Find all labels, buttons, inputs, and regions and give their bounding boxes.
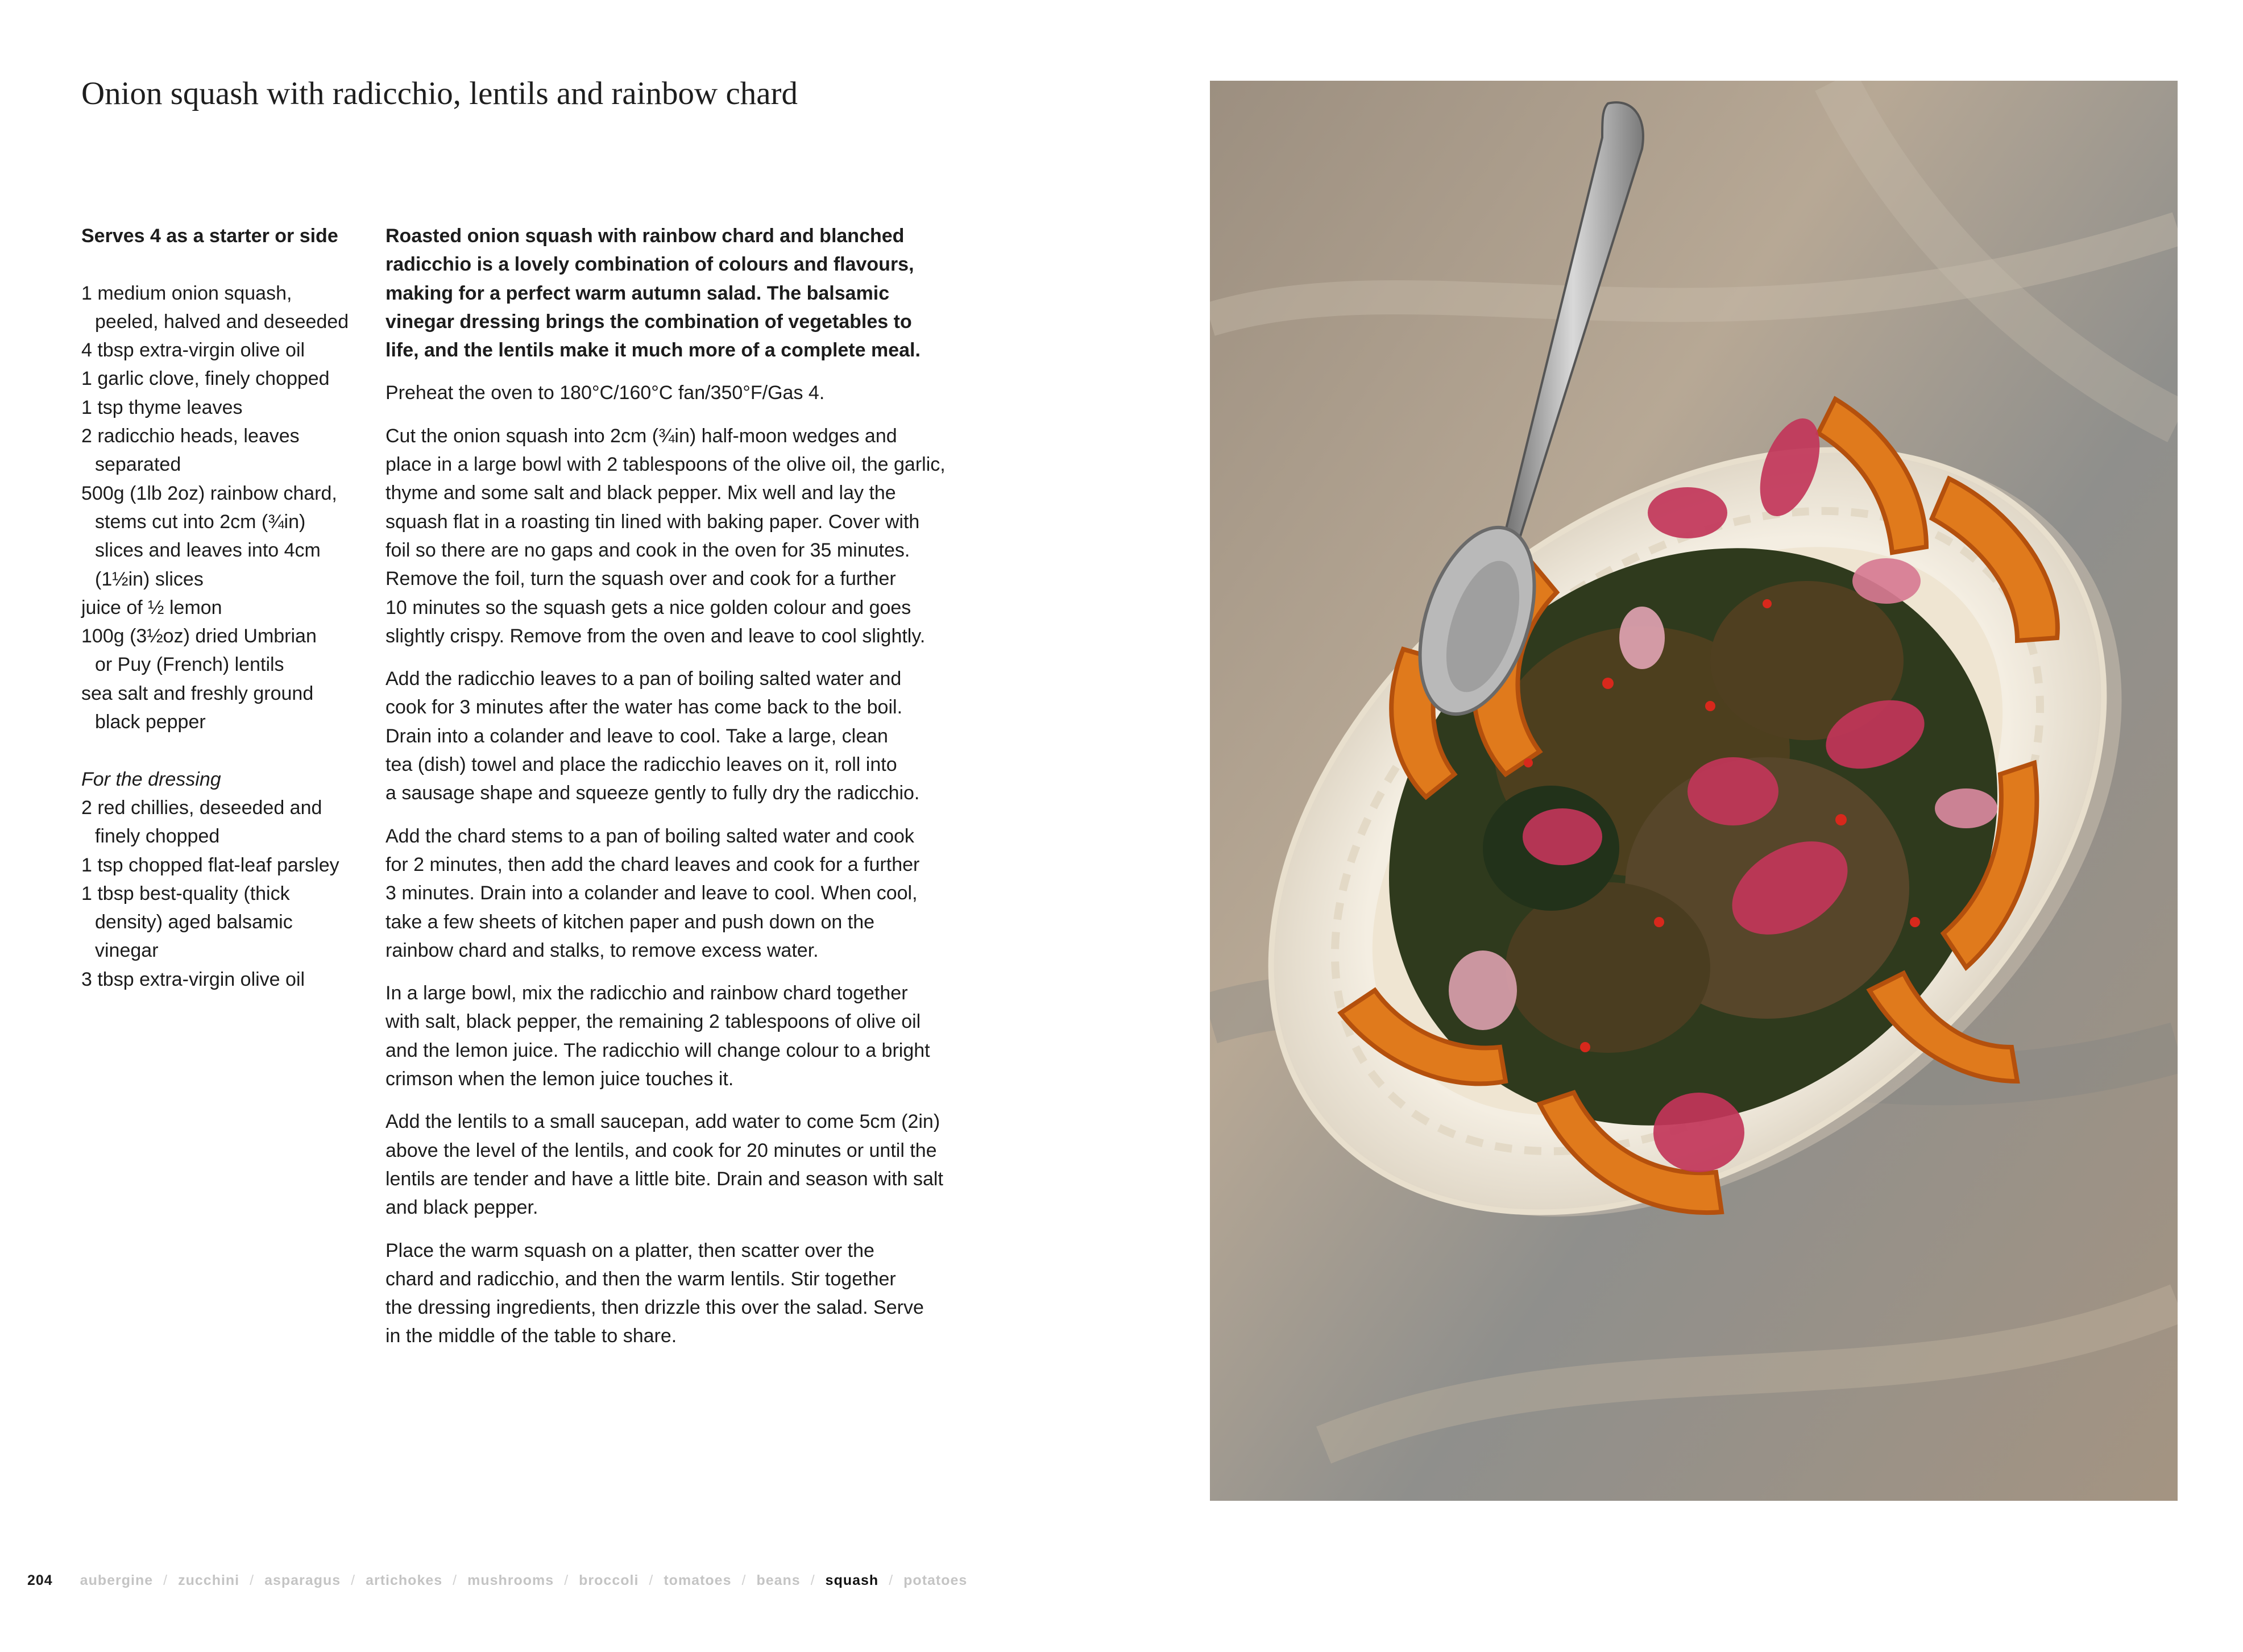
ingredient-line: juice of ½ lemon <box>81 596 222 619</box>
method-line: above the level of the lentils, and cook for 20 minutes or until the <box>385 1139 937 1161</box>
ingredient-line: 1 medium onion squash, <box>81 282 292 304</box>
dressing-heading: For the dressing <box>81 768 221 790</box>
dish-photo <box>1210 81 2178 1501</box>
dressing-ingredient-line: 2 red chillies, deseeded and <box>81 796 322 819</box>
method-line: Place the warm squash on a platter, then scatter over the <box>385 1239 874 1261</box>
dressing-list <box>81 794 366 994</box>
dressing-ingredient-line: 3 tbsp extra-virgin olive oil <box>81 968 305 990</box>
ingredient-line: 2 radicchio heads, leaves <box>81 425 300 447</box>
nav-section-potatoes[interactable]: potatoes <box>903 1572 968 1588</box>
ingredient-list <box>81 279 366 737</box>
ingredient-line: or Puy (French) lentils <box>95 654 284 676</box>
ingredient-line: peeled, halved and deseeded <box>95 310 349 333</box>
method-steps <box>385 379 977 1350</box>
page-number: 204 <box>27 1572 53 1588</box>
ingredient-line: stems cut into 2cm (¾in) <box>95 510 306 533</box>
nav-section-artichokes[interactable]: artichokes <box>366 1572 443 1588</box>
nav-separator: / <box>250 1572 255 1588</box>
method-line: take a few sheets of kitchen paper and push down on the <box>385 911 875 933</box>
nav-section-squash[interactable]: squash <box>825 1572 879 1588</box>
nav-section-broccoli[interactable]: broccoli <box>579 1572 639 1588</box>
nav-section-zucchini[interactable]: zucchini <box>178 1572 240 1588</box>
method-step <box>385 379 977 407</box>
intro-line: life, and the lentils make it much more of a complete meal. <box>385 339 921 362</box>
method-step <box>385 1107 977 1222</box>
method-line: tea (dish) towel and place the radicchio leaves on it, roll into <box>385 754 897 776</box>
method-line: rainbow chard and stalks, to remove excess water. <box>385 939 819 961</box>
method-line: a sausage shape and squeeze gently to fully dry the radicchio. <box>385 782 920 804</box>
serves-heading: Serves 4 as a starter or side <box>81 225 338 247</box>
page-footer <box>27 1572 967 1589</box>
nav-section-mushrooms[interactable]: mushrooms <box>467 1572 554 1588</box>
ingredient-line: separated <box>95 454 181 476</box>
dressing-ingredient-line: vinegar <box>95 940 159 962</box>
nav-separator: / <box>889 1572 894 1588</box>
method-line: chard and radicchio, and then the warm lentils. Stir together <box>385 1268 896 1290</box>
intro-line: radicchio is a lovely combination of colours and flavours, <box>385 254 914 276</box>
method-step <box>385 822 977 965</box>
intro-line: Roasted onion squash with rainbow chard and blanched <box>385 225 905 247</box>
method-line: 3 minutes. Drain into a colander and leave to cool. When cool, <box>385 882 918 904</box>
nav-section-aubergine[interactable]: aubergine <box>80 1572 154 1588</box>
method-line: with salt, black pepper, the remaining 2 tablespoons of olive oil <box>385 1011 921 1033</box>
ingredient-line: 100g (3½oz) dried Umbrian <box>81 625 317 647</box>
method-line: In a large bowl, mix the radicchio and rainbow chard together <box>385 982 908 1005</box>
nav-separator: / <box>649 1572 654 1588</box>
method-line: for 2 minutes, then add the chard leaves and cook for a further <box>385 853 920 875</box>
method-line: foil so there are no gaps and cook in the oven for 35 minutes. <box>385 539 910 561</box>
method-step <box>385 979 977 1093</box>
method-line: and the lemon juice. The radicchio will change colour to a bright <box>385 1039 930 1061</box>
intro-line: vinegar dressing brings the combination of vegetables to <box>385 310 912 333</box>
method-step <box>385 665 977 807</box>
ingredient-line: 1 tsp thyme leaves <box>81 396 243 418</box>
ingredients-column <box>81 222 366 994</box>
method-line: Preheat the oven to 180°C/160°C fan/350°F/Gas 4. <box>385 382 825 404</box>
method-line: the dressing ingredients, then drizzle this over the salad. Serve <box>385 1297 924 1319</box>
method-line: and black pepper. <box>385 1197 538 1219</box>
nav-section-beans[interactable]: beans <box>756 1572 801 1588</box>
method-line: Drain into a colander and leave to cool. Take a large, clean <box>385 725 888 747</box>
method-line: Cut the onion squash into 2cm (¾in) half-moon wedges and <box>385 425 897 447</box>
method-step <box>385 422 977 650</box>
intro-paragraph <box>385 222 977 364</box>
ingredient-line: (1½in) slices <box>95 568 204 590</box>
ingredient-line: sea salt and freshly ground <box>81 682 314 704</box>
dressing-ingredient-line: density) aged balsamic <box>95 911 293 933</box>
method-line: Add the chard stems to a pan of boiling salted water and cook <box>385 825 914 847</box>
method-line: in the middle of the table to share. <box>385 1325 677 1347</box>
nav-separator: / <box>564 1572 569 1588</box>
method-column <box>385 222 977 1365</box>
method-line: slightly crispy. Remove from the oven and leave to cool slightly. <box>385 625 926 647</box>
dressing-ingredient-line: 1 tsp chopped flat-leaf parsley <box>81 854 339 876</box>
method-line: Add the lentils to a small saucepan, add water to come 5cm (2in) <box>385 1111 940 1133</box>
method-line: Remove the foil, turn the squash over and cook for a further <box>385 568 896 590</box>
dressing-ingredient-line: 1 tbsp best-quality (thick <box>81 882 290 904</box>
method-line: cook for 3 minutes after the water has come back to the boil. <box>385 696 903 719</box>
ingredient-line: 500g (1lb 2oz) rainbow chard, <box>81 482 337 504</box>
intro-line: making for a perfect warm autumn salad. The balsamic <box>385 282 890 304</box>
dressing-ingredient-line: finely chopped <box>95 825 220 848</box>
ingredient-line: black pepper <box>95 711 206 733</box>
ingredient-line: slices and leaves into 4cm <box>95 539 321 562</box>
method-line: Add the radicchio leaves to a pan of boiling salted water and <box>385 668 902 690</box>
method-line: thyme and some salt and black pepper. Mix well and lay the <box>385 482 896 504</box>
method-line: lentils are tender and have a little bite. Drain and season with salt <box>385 1168 943 1190</box>
nav-separator: / <box>163 1572 168 1588</box>
method-line: 10 minutes so the squash gets a nice golden colour and goes <box>385 596 911 619</box>
nav-separator: / <box>810 1572 815 1588</box>
nav-section-tomatoes[interactable]: tomatoes <box>664 1572 732 1588</box>
nav-separator: / <box>741 1572 747 1588</box>
nav-separator: / <box>351 1572 356 1588</box>
recipe-title: Onion squash with radicchio, lentils and rainbow chard <box>81 76 798 111</box>
method-line: crimson when the lemon juice touches it. <box>385 1068 734 1090</box>
spacer <box>81 736 366 765</box>
method-line: place in a large bowl with 2 tablespoons of the olive oil, the garlic, <box>385 454 946 476</box>
ingredient-line: 1 garlic clove, finely chopped <box>81 368 330 390</box>
section-navigation <box>80 1572 968 1588</box>
method-line: squash flat in a roasting tin lined with baking paper. Cover with <box>385 510 920 533</box>
method-step <box>385 1236 977 1351</box>
ingredient-line: 4 tbsp extra-virgin olive oil <box>81 339 305 362</box>
nav-section-asparagus[interactable]: asparagus <box>264 1572 341 1588</box>
spacer <box>81 250 366 279</box>
nav-separator: / <box>453 1572 458 1588</box>
